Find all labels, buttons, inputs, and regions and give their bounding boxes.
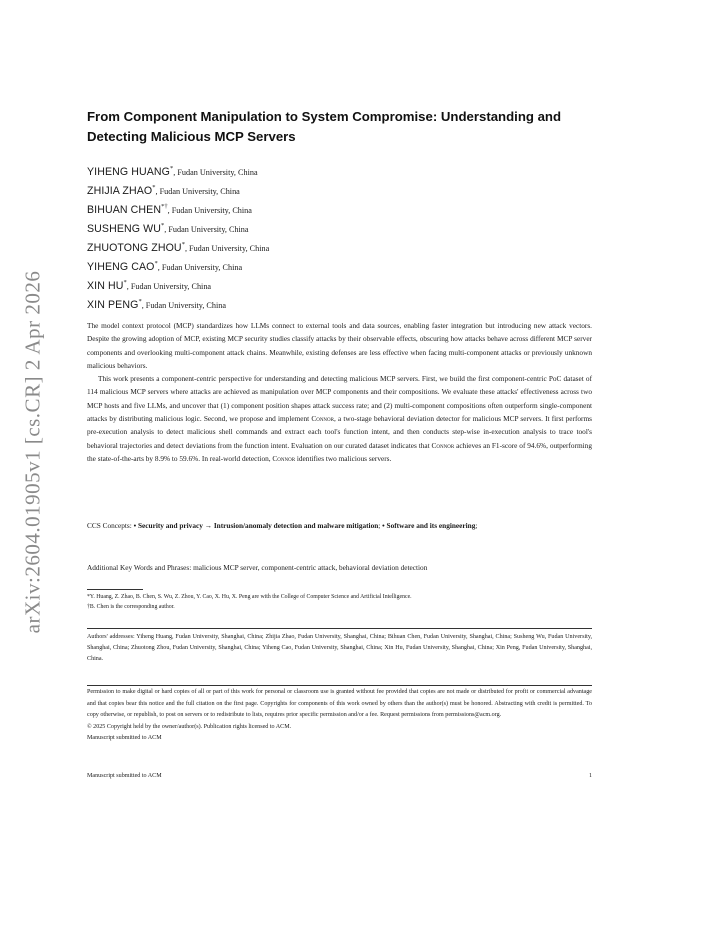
author-mark: *: [170, 165, 174, 172]
author-entry: [87, 197, 592, 216]
author-name: BIHUAN CHEN: [87, 204, 162, 216]
ccs-concept: Intrusion/anomaly detection and malware mitigation: [213, 521, 379, 530]
author-mark: *: [152, 184, 156, 191]
permission-block: [87, 687, 592, 745]
ccs-end: ;: [475, 521, 478, 530]
footnote-rule: [87, 589, 143, 590]
author-affiliation: , Fudan University, China: [141, 301, 226, 310]
divider: [87, 685, 592, 686]
tool-name: Connor: [311, 414, 334, 424]
author-name: SUSHENG WU: [87, 223, 161, 235]
ccs-concept: • Software and its engineering: [382, 521, 476, 530]
author-affiliation: , Fudan University, China: [167, 206, 252, 215]
author-affiliation: , Fudan University, China: [164, 225, 249, 234]
paper-title: [87, 107, 592, 147]
tool-name: Connor: [431, 440, 455, 450]
author-mark: *†: [161, 203, 168, 210]
abstract-text: , a two-stage behavioral deviation detector for malicious MCP servers. It first performs pre-execution analysis to detect malicious shell commands and extract each tool's function intent, and then conducts step-wise in-execution analysis to trace tool's behavioral trajectories and detect deviations from the function intent. Evaluation on our curated dataset indicates that: [87, 414, 592, 450]
author-entry: [87, 273, 592, 292]
ccs-concept: • Security and privacy: [133, 521, 203, 530]
author-entry: [87, 235, 592, 254]
author-mark: *: [123, 279, 127, 286]
author-mark: *: [154, 260, 158, 267]
author-mark: *: [138, 298, 142, 305]
ccs-label: CCS Concepts:: [87, 521, 134, 530]
author-name: ZHIJIA ZHAO: [87, 185, 153, 197]
arxiv-sidebar: [18, 262, 48, 642]
author-affiliation: , Fudan University, China: [157, 263, 243, 272]
title-line-2: Detecting Malicious MCP Servers: [87, 129, 296, 144]
author-entry: [87, 292, 592, 311]
author-mark: *: [181, 241, 185, 248]
submission-note: Manuscript submitted to ACM: [87, 735, 162, 742]
author-name: XIN PENG: [87, 299, 139, 311]
footnote-2: †B. Chen is the corresponding author.: [87, 604, 175, 610]
divider: [87, 628, 592, 629]
ccs-separator: ;: [378, 521, 383, 530]
author-name: XIN HU: [87, 280, 124, 292]
abstract-paragraph-1: The model context protocol (MCP) standardizes how LLMs connect to external tools and data sources, enabling faster integration but introducing new attack vectors. Despite the growing adoption of MCP, existing MCP security studies classify attacks by their observable effects, obscuring how attacks behave across different MCP server components and overlooking multi-component attack chains. Meanwhile, existing defenses are less effective when facing multi-component attacks or previously unknown malicious behaviors.: [87, 321, 592, 370]
ccs-concepts: [87, 519, 592, 532]
author-affiliation: , Fudan University, China: [126, 282, 212, 291]
footnotes: [87, 592, 592, 612]
footer-left: Manuscript submitted to ACM: [87, 773, 162, 779]
author-list: [87, 159, 592, 311]
author-entry: [87, 178, 592, 197]
footnote-1: *Y. Huang, Z. Zhao, B. Chen, S. Wu, Z. Zhou, Y. Cao, X. Hu, X. Peng are with the College of Computer Science and Artificial Intelligence.: [87, 594, 412, 600]
author-mark: *: [160, 222, 165, 229]
author-name: YIHENG HUANG: [87, 166, 171, 178]
author-name: ZHUOTONG ZHOU: [87, 242, 182, 254]
abstract: [87, 319, 592, 465]
arxiv-identifier: arXiv:2604.01905v1 [cs.CR] 2 Apr 2026: [20, 270, 45, 634]
title-line-1: From Component Manipulation to System Compromise: Understanding and: [87, 109, 562, 124]
abstract-paragraph-2: [87, 372, 592, 465]
author-entry: [87, 254, 592, 273]
abstract-text: This work presents a component-centric perspective for understanding and detecting malicious MCP servers. First, we build the first component-centric PoC dataset of 114 malicious MCP servers where attacks are achieved as manipulation over MCP components and their compositions. We evaluate these attacks' effectiveness across two MCP hosts and five LLMs, and uncover that (1) component position shapes attack success rate; and (2) multi-component compositions often outperform single-component attacks by distributing malicious logic. Second, we propose and implement: [87, 374, 592, 424]
tool-name: Connor: [272, 453, 296, 463]
author-affiliation: , Fudan University, China: [184, 244, 270, 253]
author-affiliation: , Fudan University, China: [155, 187, 240, 196]
author-entry: [87, 159, 592, 178]
permission-text: Permission to make digital or hard copies of all or part of this work for personal or classroom use is granted without fee provided that copies are not made or distributed for profit or commercial advantage and that copies bear this notice and the full citation on the first page. Copyrights for components of this work owned by others than the author(s) must be honored. Abstracting with credit is permitted. To copy otherwise, or republish, to post on servers or to redistribute to lists, requires prior specific permission and/or a fee. Request permissions from permissions@acm.org.: [87, 689, 592, 719]
abstract-text: identifies two malicious servers.: [295, 453, 392, 463]
keywords: Additional Key Words and Phrases: malicious MCP server, component-centric attack, behavioral deviation detection: [87, 563, 428, 572]
author-name: YIHENG CAO: [87, 261, 155, 273]
ccs-arrow: →: [202, 521, 214, 530]
author-affiliation: , Fudan University, China: [173, 168, 258, 177]
page-number: 1: [588, 773, 592, 779]
copyright-line: © 2025 Copyright held by the owner/author(s). Publication rights licensed to ACM.: [87, 723, 292, 730]
author-entry: [87, 216, 592, 235]
page-footer: [87, 770, 592, 782]
authors-addresses: Authors' addresses: Yiheng Huang, Fudan University, Shanghai, China; Zhijia Zhao, Fudan University, Shanghai, China; Bihuan Chen, Fudan University, Shanghai, China; Susheng Wu, Fudan University, Shanghai, China; Zhuotong Zhou, Fudan University, Shanghai, China; Yiheng Cao, Fudan University, Shanghai, China; Xin Hu, Fudan University, Shanghai, China; Xin Peng, Fudan University, Shanghai, China.: [87, 634, 592, 663]
abstract-text: achieves an F1-score of 94.6%, outperforming the state-of-the-arts by 8.9% to 59.6%. In real-world detection,: [87, 440, 592, 463]
